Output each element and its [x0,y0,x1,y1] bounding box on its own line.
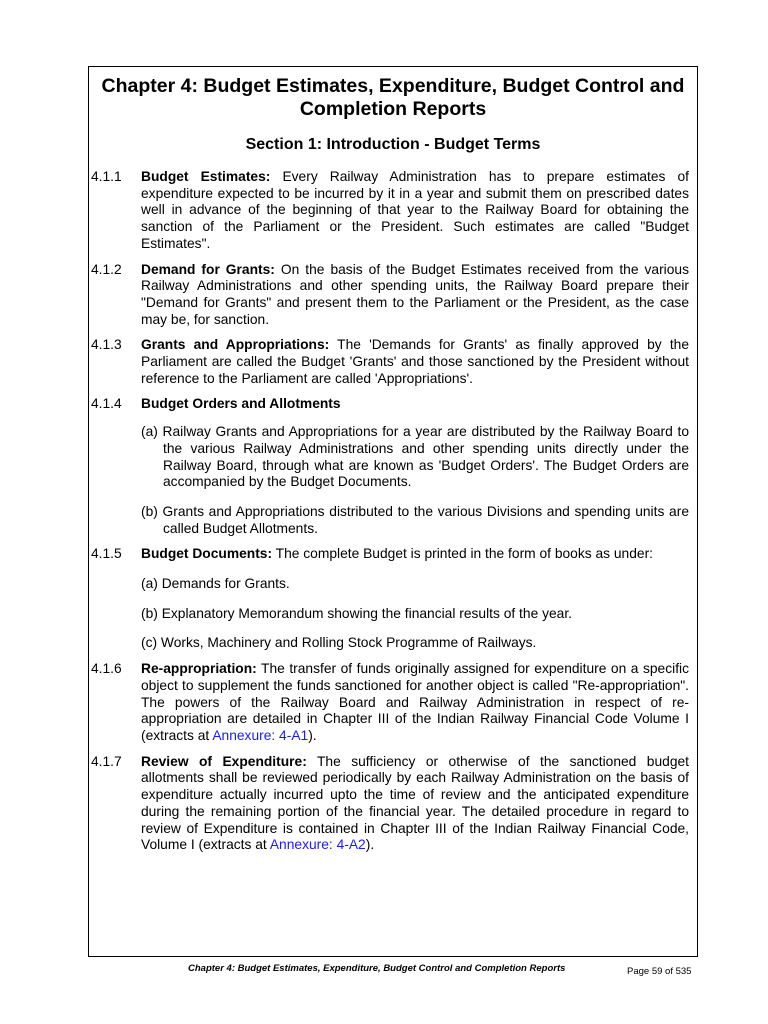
paragraph-4-1-2 [91,262,689,329]
paragraph-text: The sufficiency or otherwise of the sanctioned budget allotments shall be reviewed periodically by each Railway Administration on the basis of expenditure actually incurred upto the time of review and the anticipated expenditure during the remaining portion of the financial year. The detailed procedure in regard to review of Expenditure is contained in Chapter III of the Indian Railway Financial Code, Volume I (extracts at [141,753,690,853]
paragraph-number: 4.1.1 [91,169,122,184]
list-item: (c) Works, Machinery and Rolling Stock Programme of Railways. [141,635,537,651]
paragraph-tail: ). [308,727,317,743]
chapter-title: Chapter 4: Budget Estimates, Expenditure, Budget Control and Completion Reports [101,75,685,120]
term-heading: Re-appropriation: [141,661,257,677]
list-item: (b) Grants and Appropriations distributed to the various Divisions and spending units are called Budget Allotments. [141,503,689,536]
term-heading: Demand for Grants: [141,261,275,277]
paragraph-4-1-1 [91,169,689,253]
paragraph-number: 4.1.6 [91,661,122,677]
list-item: (a) Demands for Grants. [141,576,290,592]
paragraph-4-1-3 [91,337,689,387]
term-heading: Review of Expenditure: [141,753,307,769]
paragraph-number: 4.1.5 [91,546,122,562]
paragraph-number: 4.1.3 [91,337,122,353]
paragraph-text: On the basis of the Budget Estimates received from the various Railway Administrations and other spending units, the Railway Board prepare their "Demand for Grants" and present them to the Parliament or the President, as the case may be, for sanction. [141,261,689,327]
paragraph-number: 4.1.4 [91,396,122,412]
paragraph-text: The complete Budget is printed in the form of books as under: [275,546,653,562]
paragraph-text: Every Railway Administration has to prepare estimates of expenditure expected to be incurred by it in a year and submit them on prescribed dates well in advance of the beginning of that year to the Railway Board for obtaining the sanction of the Parliament or the President. Such estimates are called "Budget Estimates". [141,169,689,251]
term-heading: Budget Estimates: [141,169,271,184]
list-item: (b) Explanatory Memorandum showing the financial results of the year. [141,605,572,621]
section-title: Section 1: Introduction - Budget Terms [245,136,541,153]
paragraph-number: 4.1.2 [91,261,122,277]
paragraph-number: 4.1.7 [91,753,122,769]
term-heading: Budget Documents: [141,546,273,562]
term-heading: Budget Orders and Allotments [141,396,341,412]
paragraph-4-1-5 [91,546,689,563]
paragraph-4-1-4 [91,396,689,413]
annexure-link[interactable]: Annexure: 4-A1 [212,727,309,743]
paragraph-4-1-6 [91,661,689,745]
paragraph-4-1-7 [91,754,689,854]
term-heading: Grants and Appropriations: [141,337,330,353]
annexure-link[interactable]: Annexure: 4-A2 [269,837,366,853]
paragraph-text: The 'Demands for Grants' as finally approved by the Parliament are called the Budget 'Grants' and those sanctioned by the President without reference to the Parliament are called 'Appropriations'. [141,337,690,386]
document-body [91,169,689,854]
paragraph-text: The transfer of funds originally assigned for expenditure on a specific object to supplement the funds sanctioned for another object is called "Re-appropriation". The powers of the Railway Board and Railway Administration in respect of re-appropriation are detailed in Chapter III of the Indian Railway Financial Code Volume I (extracts at [141,661,689,743]
page-number: Page 59 of 535 [627,966,692,977]
page-footer: Chapter 4: Budget Estimates, Expenditure, Budget Control and Completion Reports [188,963,566,974]
paragraph-tail: ). [365,837,375,853]
list-item: (a) Railway Grants and Appropriations for a year are distributed by the Railway Board to the various Railway Administrations and other spending units directly under the Railway Board, through what are known as 'Budget Orders'. The Budget Orders are accompanied by the Budget Documents. [141,424,689,490]
